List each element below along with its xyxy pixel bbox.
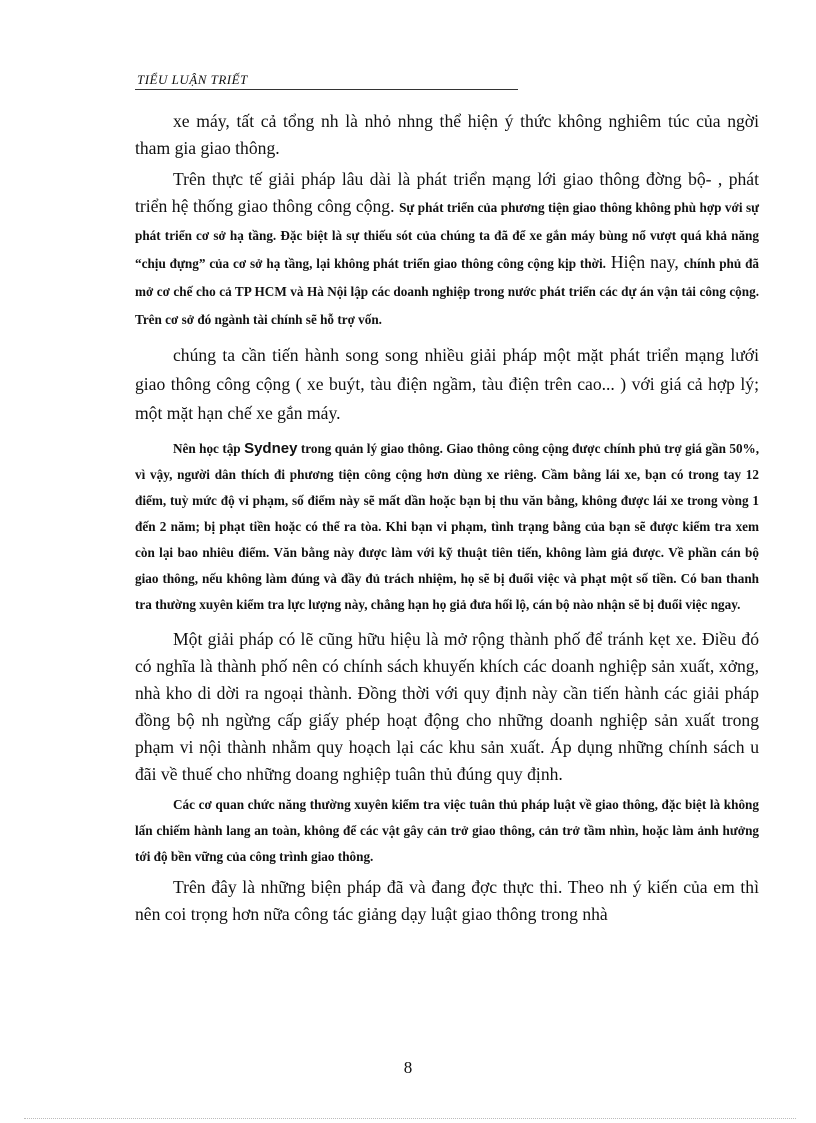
paragraph-5: Một giải pháp có lẽ cũng hữu hiệu là mở rộng thành phố để tránh kẹt xe. Điều đó có nghĩa là thành phố nên có chính sách khuyến khích các doanh nghiệp sản xuất, xởng, nhà kho di dời ra ngoại thành. Đồng thời với quy định này cần tiến hành các giải pháp đồng bộ nh ngừng cấp giấy phép hoạt động cho những doanh nghiệp sản xuất trong phạm vi nội thành nhằm quy hoạch lại các khu sản xuất. Áp dụng những chính sách u đãi về thuế cho những doang nghiệp tuân thủ đúng quy định.: [135, 629, 759, 784]
page-bottom-rule: [24, 1118, 796, 1119]
document-body: [135, 108, 759, 928]
paragraph-6: Các cơ quan chức năng thường xuyên kiểm tra việc tuân thủ pháp luật về giao thông, đặc biệt là không lấn chiếm hành lang an toàn, không để các vật gây cản trở giao thông, cản trở tầm nhìn, hoặc làm ảnh hưởng tới độ bền vững của công trình giao thông.: [135, 797, 759, 864]
paragraph-1: xe máy, tất cả tổng nh là nhỏ nhng thể hiện ý thức không nghiêm túc của ngời tham gia giao thông.: [135, 111, 759, 158]
paragraph-2-lead: Trên thực tế giải pháp lâu dài là phát triển mạng lới giao thông đờng bộ- , phát triển hệ thống giao thông công cộng.: [135, 169, 759, 216]
paragraph-4-body: trong quản lý giao thông. Giao thông công cộng được chính phủ trợ giá gần 50%, vì vậy, người dân thích đi phương tiện công cộng hơn dùng xe riêng. Cầm bằng lái xe, bạn có trong tay 12 điểm, tuỳ mức độ vi phạm, số điểm này sẽ mất dần hoặc bạn bị thu văn bằng, không được lái xe trong vòng 1 đến 2 năm; bị phạt tiền hoặc có thể ra tòa. Khi bạn vi phạm, tình trạng bằng của bạn sẽ được kiểm tra xem còn lại bao nhiêu điểm. Văn bằng này được làm với kỹ thuật tiên tiến, không làm giả được. Về phần cán bộ giao thông, nếu không làm đúng và đầy đủ trách nhiệm, họ sẽ bị đuổi việc và phạt một số tiền. Có ban thanh tra thường xuyên kiểm tra lực lượng này, chẳng hạn họ giả đưa hối lộ, cán bộ nào nhận sẽ bị đuổi việc ngay.: [135, 441, 760, 612]
paragraph-7: Trên đây là những biện pháp đã và đang đợc thực thi. Theo nh ý kiến của em thì nên coi trọng hơn nữa công tác giảng dạy luật giao thông trong nhà: [135, 877, 759, 924]
header-rule: [135, 89, 518, 90]
paragraph-4: [135, 436, 759, 618]
paragraph-3: chúng ta cần tiến hành song song nhiều giải pháp một mặt phát triển mạng lưới giao thông công cộng ( xe buýt, tàu điện ngầm, tàu điện trên cao... ) với giá cả hợp lý; một mặt hạn chế xe gắn máy.: [135, 345, 759, 423]
paragraph-4-lead: Nên học tập: [173, 441, 241, 456]
running-header: TIỂU LUẬN TRIẾT: [137, 72, 248, 87]
paragraph-2: [135, 166, 759, 333]
paragraph-2-tail: chính phủ đã mở cơ chế cho cả TP HCM và Hà Nội lập các doanh nghiệp trong nước phát triển các dự án vận tải công cộng. Trên cơ sở đó ngành tài chính sẽ hỗ trợ vốn.: [135, 256, 760, 327]
paragraph-2-now: Hiện nay,: [610, 252, 679, 272]
sydney-term: Sydney: [244, 440, 298, 457]
page-number: 8: [403, 1058, 413, 1077]
paragraph-2-bold: Sự phát triển của phương tiện giao thông không phù hợp với sự phát triển cơ sở hạ tầng. Đặc biệt là sự thiếu sót của chúng ta đã để xe gắn máy bùng nổ vượt quá khả năng “chịu đựng” của cơ sở hạ tầng, lại không phát triển giao thông công cộng kịp thời.: [135, 200, 760, 271]
